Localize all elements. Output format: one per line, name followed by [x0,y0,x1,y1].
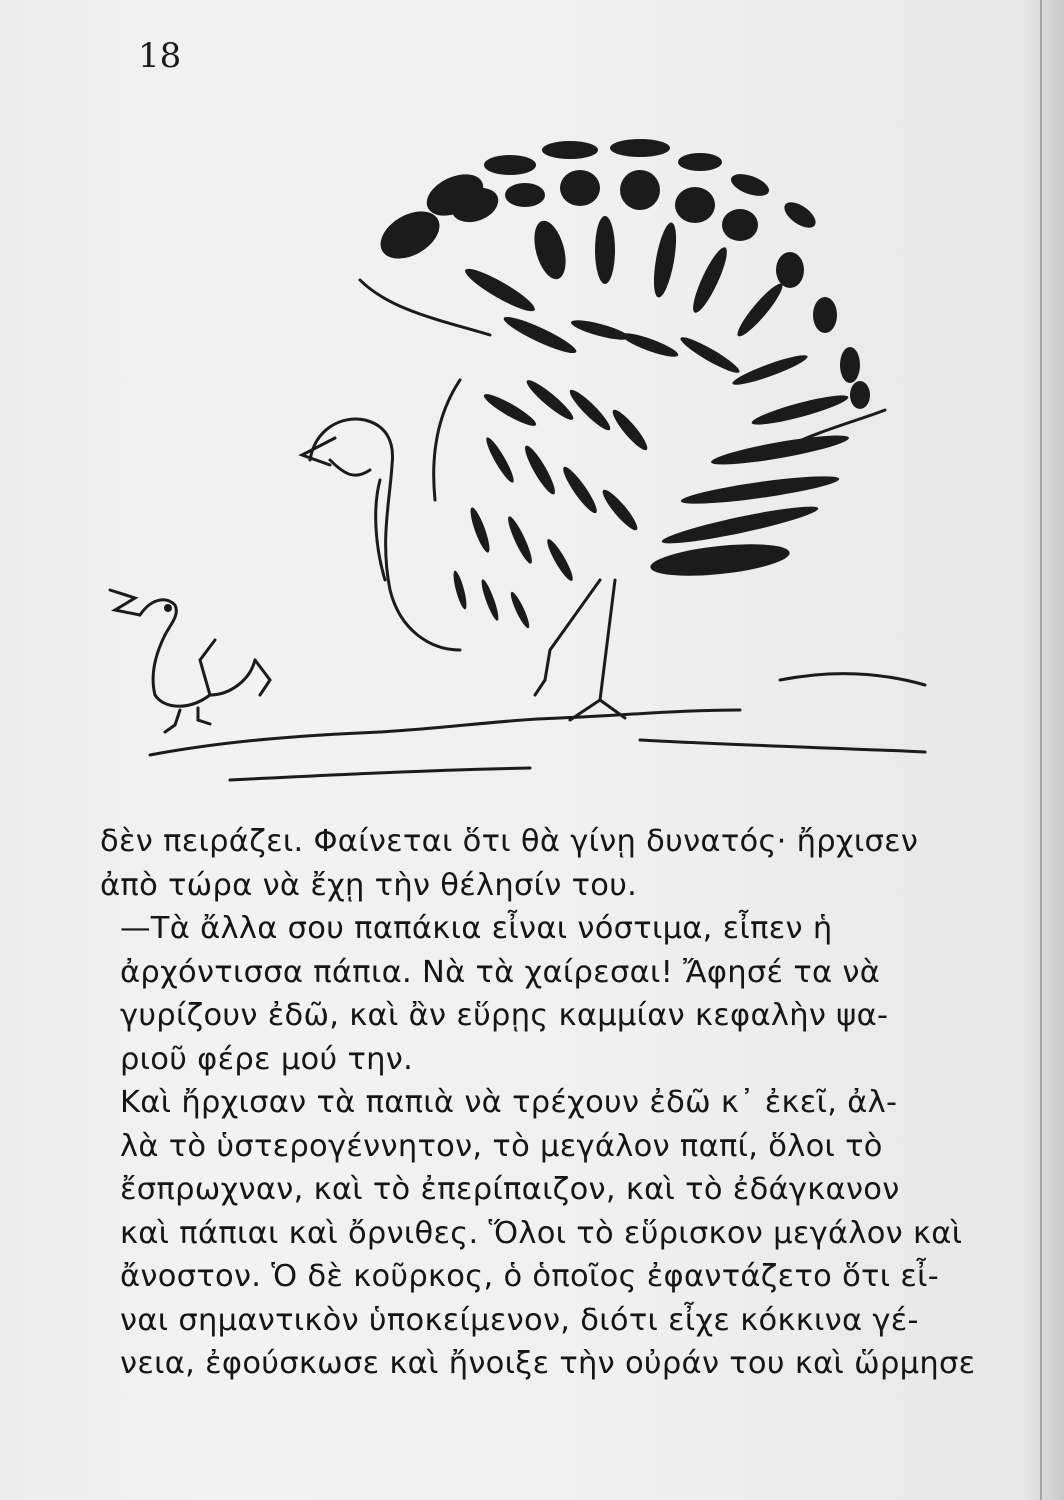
turkey-duckling-illustration [80,120,960,800]
text-line: ριοῦ φέρε μού την. [120,1041,414,1077]
page-edge-line [1040,0,1042,1500]
text-line: Καὶ ἤρχισαν τὰ παπιὰ νὰ τρέχουν ἐδῶ κ᾿ ἐκεῖ, ἀλ- [120,1085,898,1120]
text-line: νεια, ἐφούσκωσε καὶ ἤνοιξε τὴν οὐράν του καὶ ὥρμησε [120,1346,976,1381]
page-edge-shadow [1024,0,1064,1500]
story-text [100,820,976,1386]
text-line: ἔσπρωχναν, καὶ τὸ ἐπερίπαιζον, καὶ τὸ ἐδάγκανον [120,1172,900,1207]
paragraph-2 [100,907,950,1081]
page-number: 18 [138,36,182,76]
text-line: —Τὰ ἄλλα σου παπάκια εἶναι νόστιμα, εἶπεν ἡ [120,911,833,946]
paragraph-3 [100,1081,976,1386]
text-line: γυρίζουν ἐδῶ, καὶ ἂν εὕρῃς καμμίαν κεφαλὴν ψα- [120,998,889,1033]
paragraph-1 [100,820,950,907]
text-line: ἀπὸ τώρα νὰ ἔχῃ τὴν θέλησίν του. [100,867,638,903]
text-line: λὰ τὸ ὑστερογέννητον, τὸ μεγάλον παπί, ὅλοι τὸ [120,1128,883,1164]
text-line: καὶ πάπιαι καὶ ὄρνιθες. Ὅλοι τὸ εὕρισκον μεγάλον καὶ [120,1215,963,1251]
text-line: ἄνοστον. Ὁ δὲ κοῦρκος, ὁ ὁποῖος ἐφαντάζετο ὅτι εἶ- [120,1259,940,1294]
text-line: δὲν πειράζει. Φαίνεται ὅτι θὰ γίνῃ δυνατός· ἤρχισεν [100,824,919,859]
text-line: ἀρχόντισσα πάπια. Νὰ τὰ χαίρεσαι! Ἄφησέ τα νὰ [120,954,881,990]
text-line: ναι σημαντικὸν ὑποκείμενον, διότι εἶχε κόκκινα γέ- [120,1302,919,1338]
